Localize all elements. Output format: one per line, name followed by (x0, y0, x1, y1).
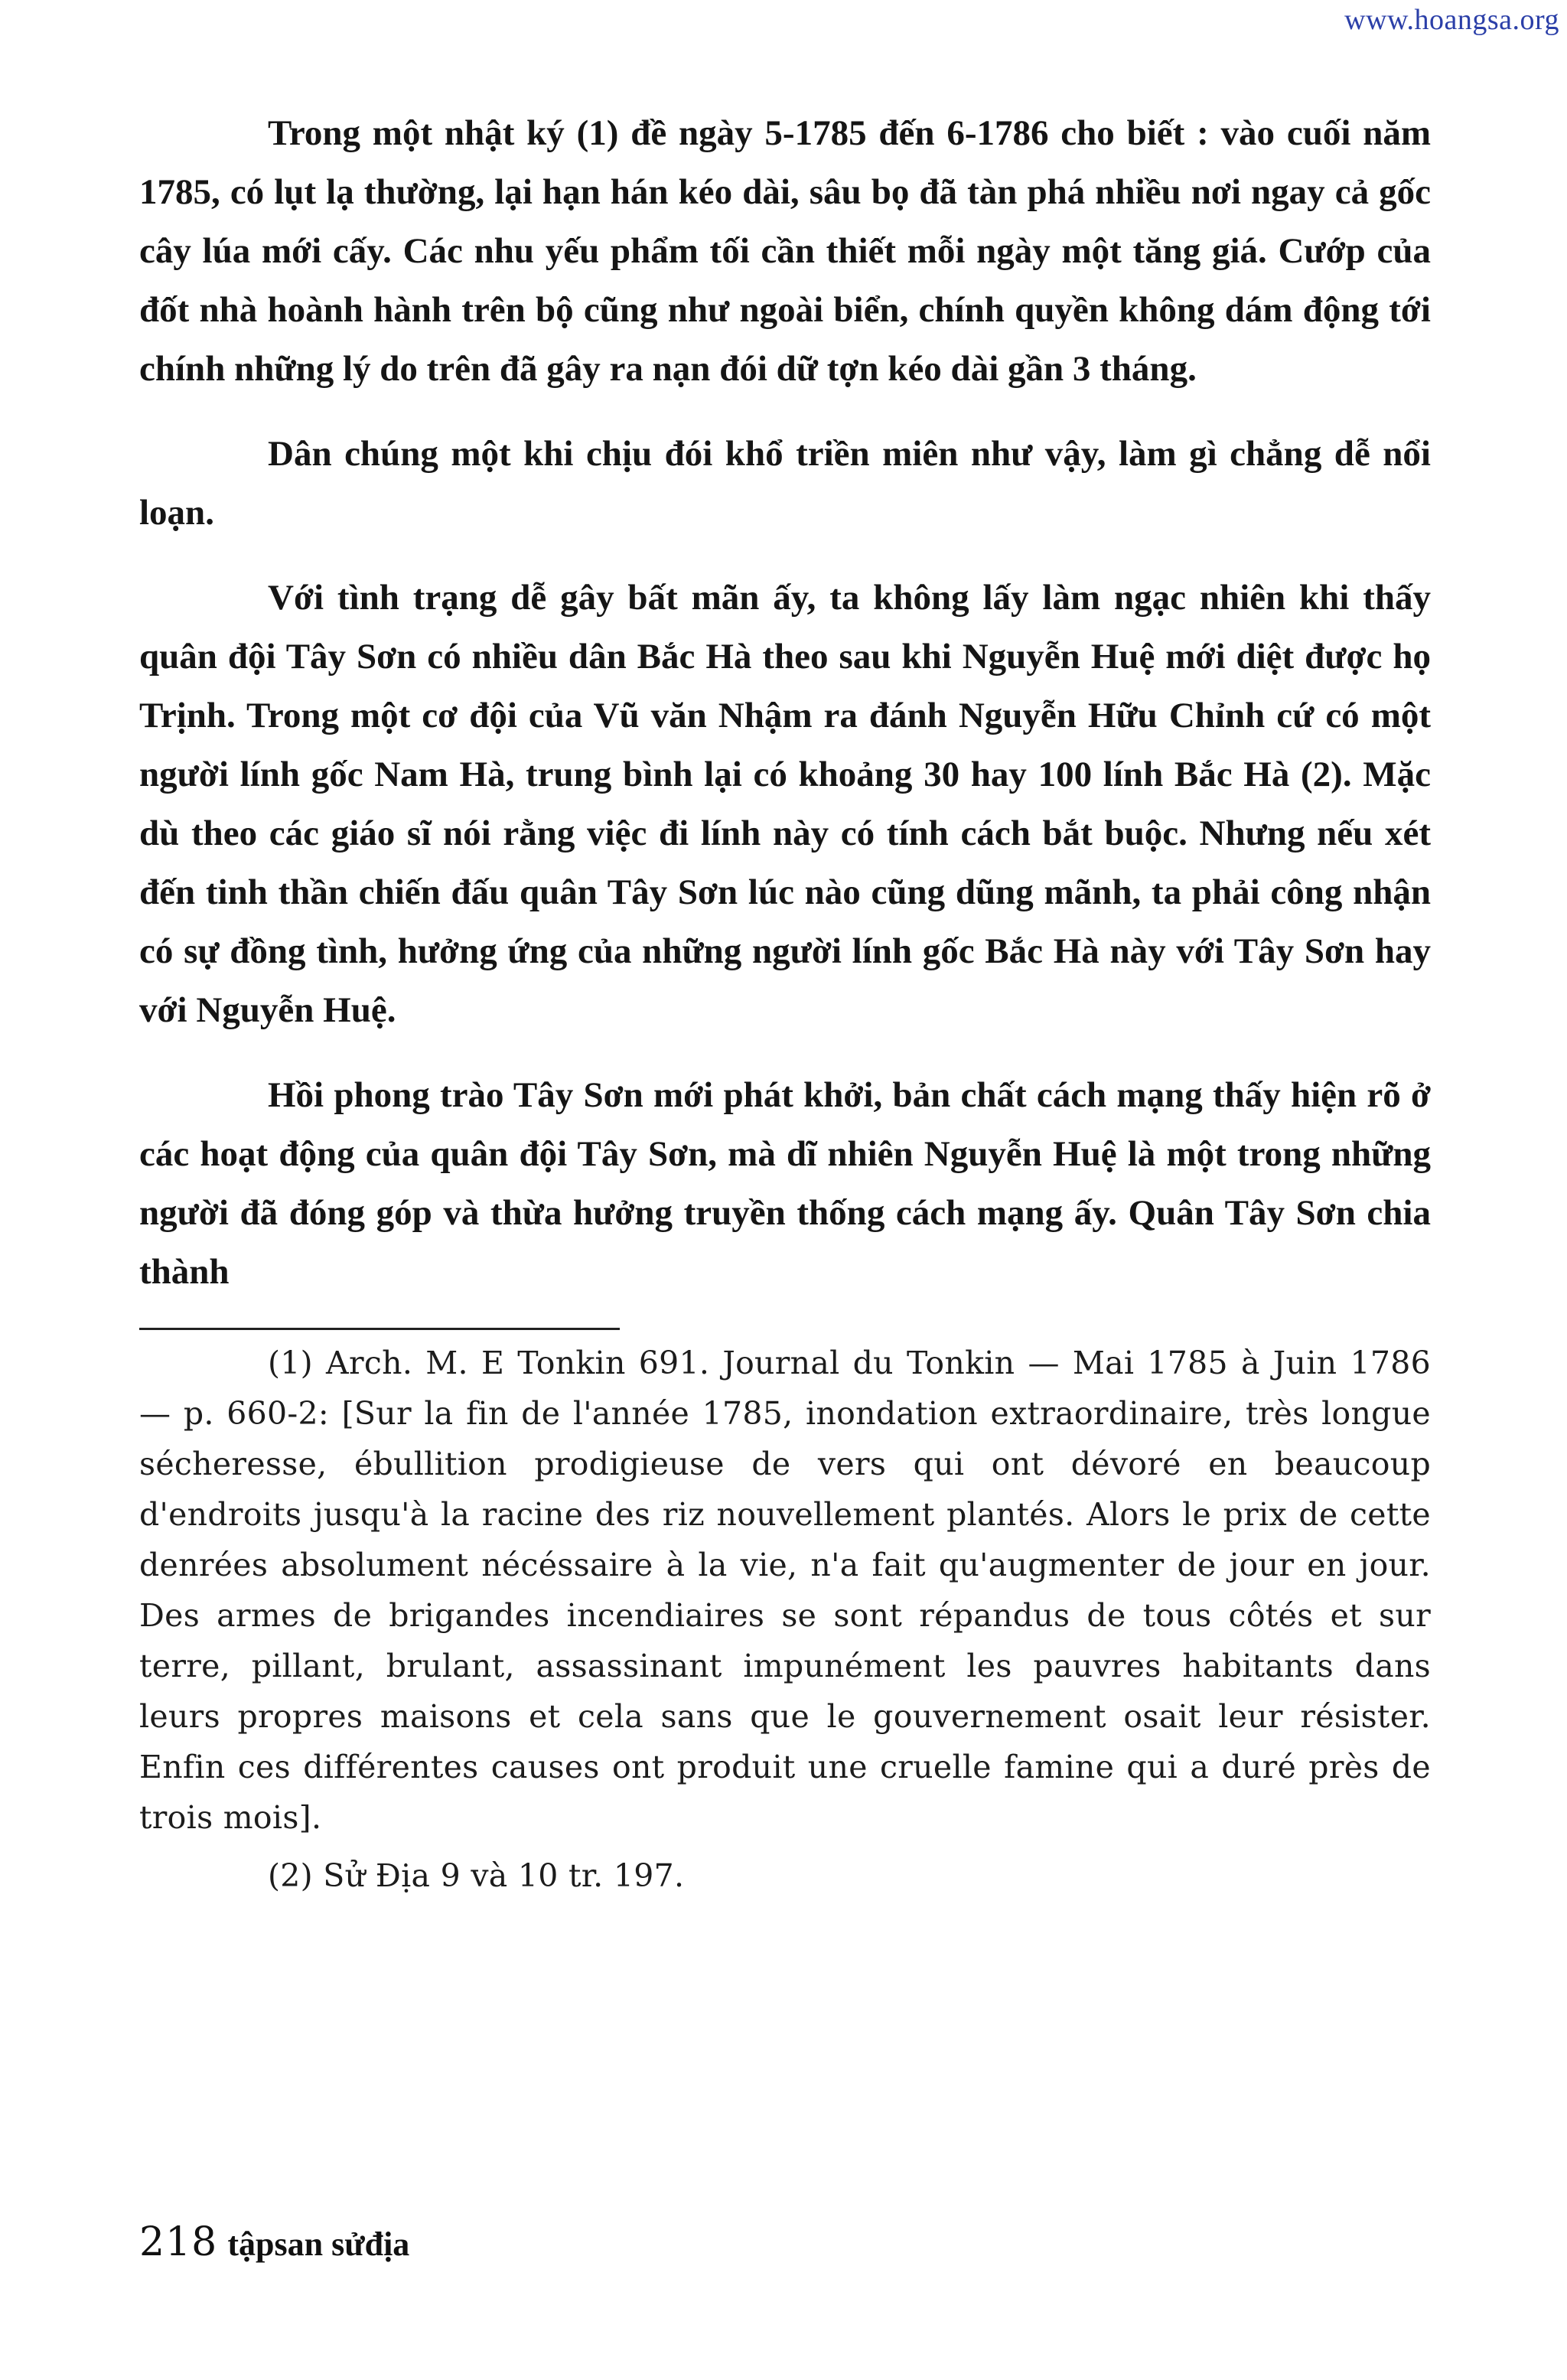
body-paragraph-2: Dân chúng một khi chịu đói khổ triền miên như vậy, làm gì chẳng dễ nổi loạn. (139, 434, 1431, 533)
page-footer (139, 2219, 409, 2265)
footnote-divider (139, 1328, 620, 1330)
footnote-2: (2) Sử Địa 9 và 10 tr. 197. (268, 1857, 685, 1894)
body-paragraph-1: Trong một nhật ký (1) đề ngày 5-1785 đến 6-1786 cho biết : vào cuối năm 1785, có lụt lạ thường, lại hạn hán kéo dài, sâu bọ đã tàn phá nhiều nơi ngay cả gốc cây lúa mới cấy. Các nhu yếu phẩm tối cần thiết mỗi ngày một tăng giá. Cướp của đốt nhà hoành hành trên bộ cũng như ngoài biển, chính quyền không dám động tới chính những lý do trên đã gây ra nạn đói dữ tợn kéo dài gần 3 tháng. (139, 113, 1431, 389)
footnote-1: (1) Arch. M. E Tonkin 691. Journal du Tonkin — Mai 1785 à Juin 1786 — p. 660-2: [Sur la fin de l'année 1785, inondation extraordinaire, très longue sécheresse, ébullition prodigieuse de vers qui ont dévoré en beaucoup d'endroits jusqu'à la racine des riz nouvellement plantés. Alors le prix de cette denrées absolument nécéssaire à la vie, n'a fait qu'augmenter de jour en jour. Des armes de brigandes incendiaires se sont répandus de tous côtés et sur terre, pillant, brulant, assassinant impunément les pauvres habitants dans leurs propres maisons et cela sans que le gouvernement osait leur résister. Enfin ces différentes causes ont produit une cruelle famine qui a duré près de trois mois]. (139, 1345, 1431, 1836)
journal-name: tậpsan sửđịa (227, 2225, 410, 2263)
body-paragraph-4: Hồi phong trào Tây Sơn mới phát khởi, bản chất cách mạng thấy hiện rõ ở các hoạt động của quân đội Tây Sơn, mà dĩ nhiên Nguyễn Huệ là một trong những người đã đóng góp và thừa hưởng truyền thống cách mạng ấy. Quân Tây Sơn chia thành (139, 1075, 1431, 1292)
page-number: 218 (139, 2219, 218, 2265)
site-url[interactable]: www.hoangsa.org (1344, 4, 1559, 36)
body-paragraph-3: Với tình trạng dễ gây bất mãn ấy, ta không lấy làm ngạc nhiên khi thấy quân đội Tây Sơn có nhiều dân Bắc Hà theo sau khi Nguyễn Huệ mới diệt được họ Trịnh. Trong một cơ đội của Vũ văn Nhậm ra đánh Nguyễn Hữu Chỉnh cứ có một người lính gốc Nam Hà, trung bình lại có khoảng 30 hay 100 lính Bắc Hà (2). Mặc dù theo các giáo sĩ nói rằng việc đi lính này có tính cách bắt buộc. Nhưng nếu xét đến tinh thần chiến đấu quân Tây Sơn lúc nào cũng dũng mãnh, ta phải công nhận có sự đồng tình, hưởng ứng của những người lính gốc Bắc Hà này với Tây Sơn hay với Nguyễn Huệ. (139, 578, 1431, 1030)
page-body (139, 104, 1431, 1909)
